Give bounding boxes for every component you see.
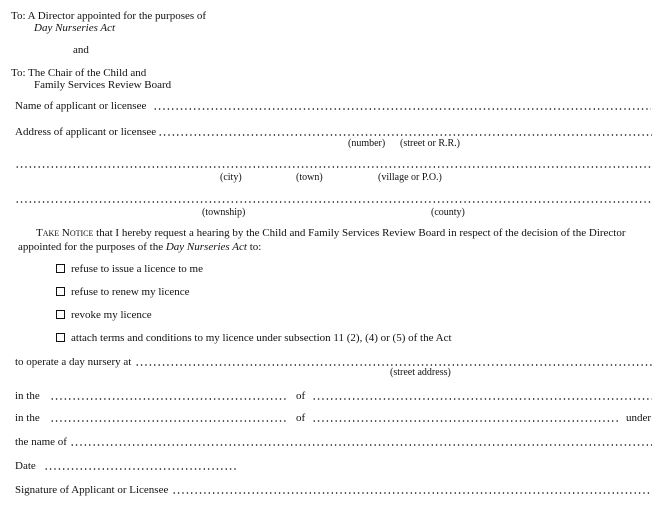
act-name-header: Day Nurseries Act [34, 22, 116, 34]
option-revoke[interactable] [56, 309, 152, 322]
signature-label: Signature of Applicant or Licensee [15, 484, 169, 496]
date-field[interactable] [44, 468, 238, 470]
checkbox-revoke[interactable] [56, 310, 65, 319]
name-label: Name of applicant or licensee [15, 100, 147, 112]
of-label-2: of [296, 412, 306, 424]
number-caption: (number) [348, 138, 386, 149]
town-caption: (town) [296, 172, 323, 183]
address-label: Address of applicant or licensee [15, 126, 157, 138]
township-caption: (township) [202, 207, 246, 218]
date-label: Date [15, 460, 36, 472]
county-caption: (county) [431, 207, 465, 218]
take-notice-heading: Take Notice [36, 227, 94, 239]
name-field[interactable] [153, 108, 651, 110]
option-refuse-renew-label: refuse to renew my licence [71, 286, 190, 298]
checkbox-refuse-issue[interactable] [56, 264, 65, 273]
city-caption: (city) [220, 172, 242, 183]
checkbox-refuse-renew[interactable] [56, 287, 65, 296]
village-caption: (village or P.O.) [378, 172, 442, 183]
and-word: and [73, 44, 89, 56]
option-attach-terms-label: attach terms and conditions to my licence under subsection 11 (2), (4) or (5) of the Act [71, 332, 452, 344]
under-label: under [626, 412, 652, 424]
signature-field[interactable] [172, 492, 652, 494]
in-the-label-1: in the [15, 390, 40, 402]
option-refuse-issue[interactable] [56, 263, 203, 276]
street-caption: (street or R.R.) [400, 138, 460, 149]
addressee-chair-line1: To: The Chair of the Child and [11, 67, 147, 79]
in-the-field-2[interactable] [50, 420, 286, 422]
option-revoke-label: revoke my licence [71, 309, 152, 321]
street-address-caption: (street address) [390, 367, 451, 378]
the-name-of-field[interactable] [70, 444, 652, 446]
notice-text-1: that I hereby request a hearing by the Child and Family Services Review Board in respect of the decision of the Director appointed for the purposes of the [18, 227, 626, 253]
notice-paragraph [18, 226, 658, 254]
notice-text-2: to: [246, 241, 262, 253]
day-nursery-label: to operate a day nursery at [15, 356, 132, 368]
in-the-field-1[interactable] [50, 398, 286, 400]
of-label-1: of [296, 390, 306, 402]
the-name-of-label: the name of [15, 436, 67, 448]
street-address-field[interactable] [135, 364, 652, 366]
of-field-2[interactable] [312, 420, 620, 422]
addressee-chair-line2: Family Services Review Board [34, 79, 172, 91]
addressee-director-text: To: A Director appointed for the purposes of [11, 10, 207, 22]
checkbox-attach-terms[interactable] [56, 333, 65, 342]
address-field[interactable] [158, 134, 652, 136]
option-attach-terms[interactable] [56, 332, 452, 345]
notice-act-name: Day Nurseries Act [165, 241, 247, 253]
of-field-1[interactable] [312, 398, 652, 400]
township-field[interactable] [15, 201, 652, 203]
in-the-label-2: in the [15, 412, 40, 424]
option-refuse-renew[interactable] [56, 286, 190, 299]
option-refuse-issue-label: refuse to issue a licence to me [71, 263, 203, 275]
city-field[interactable] [15, 166, 652, 168]
